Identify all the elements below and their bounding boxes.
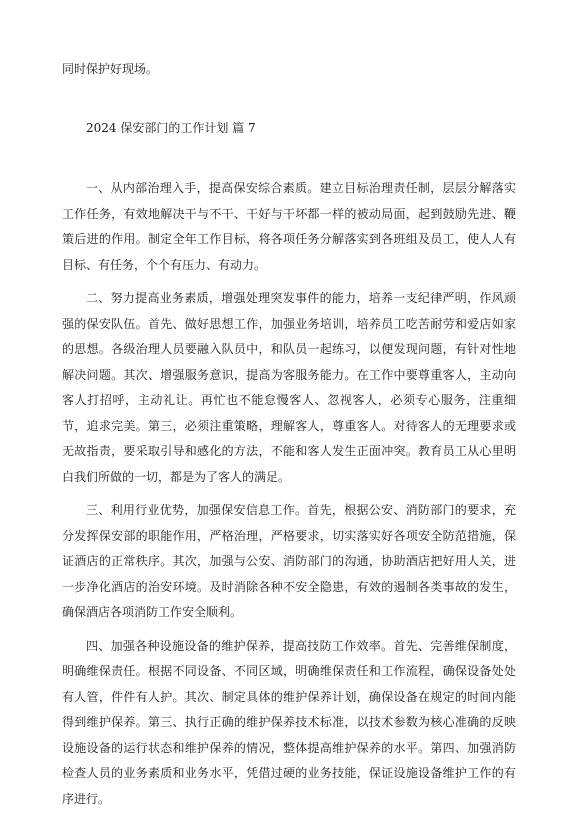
paragraph-4: 四、加强各种设施设备的维护保养，提高技防工作效率。首先、完善维保制度，明确维保责任。根据不同设备、不同区域，明确维保责任和工作流程，确保设备处处有人管，件件有人护。其次、制定具体的维护保养计划，确保设备在规定的时间内能得到维护保养。第三、执行正确的维护保养技术标准，以技术参数为核心准确的反映设施设备的运行状态和维护保养的情况，整体提高维护保养的水平。第四、加强消防检查人员的业务素质和业务水平，凭借过硬的业务技能，保证设施设备维护工作的有序进行。 (62, 638, 516, 806)
document-body (62, 176, 516, 820)
section-title: 2024 保安部门的工作计划 篇 7 (86, 121, 256, 135)
paragraph-2: 二、努力提高业务素质，增强处理突发事件的能力，培养一支纪律严明，作风顽强的保安队伍。首先、做好思想工作，加强业务培训，培养员工吃苦耐劳和爱店如家的思想。各级治理人员要融入队员中，和队员一起练习，以便发现问题，有针对性地解决问题。其次、增强服务意识，提高为客服务能力。在工作中要尊重客人，主动向客人打招呼，主动礼让。再忙也不能怠慢客人、忽视客人，必须专心服务，注重细节，追求完美。第三，必须注重策略，理解客人，尊重客人。对待客人的无理要求或无故指责，要采取引导和感化的方法，不能和客人发生正面冲突。教育员工从心里明白我们所做的一切，都是为了客人的满足。 (62, 291, 516, 484)
paragraph-1: 一、从内部治理入手，提高保安综合素质。建立目标治理责任制，层层分解落实工作任务，有效地解决干与不干、干好与干坏都一样的被动局面，起到鼓励先进、鞭策后进的作用。制定全年工作目标，将各项任务分解落实到各班组及员工，使人人有目标、有任务，个个有压力、有动力。 (62, 181, 516, 272)
continued-text-line: 同时保护好现场。 (62, 62, 159, 76)
paragraph-3: 三、利用行业优势，加强保安信息工作。首先，根据公安、消防部门的要求，充分发挥保安部的职能作用，严格治理，严格要求，切实落实好各项安全防范措施，保证酒店的正常秩序。其次，加强与公安、消防部门的沟通，协助酒店把好用人关，进一步净化酒店的治安环境。及时消除各种不安全隐患，有效的遏制各类事故的发生，确保酒店各项消防工作安全顺利。 (62, 503, 516, 619)
